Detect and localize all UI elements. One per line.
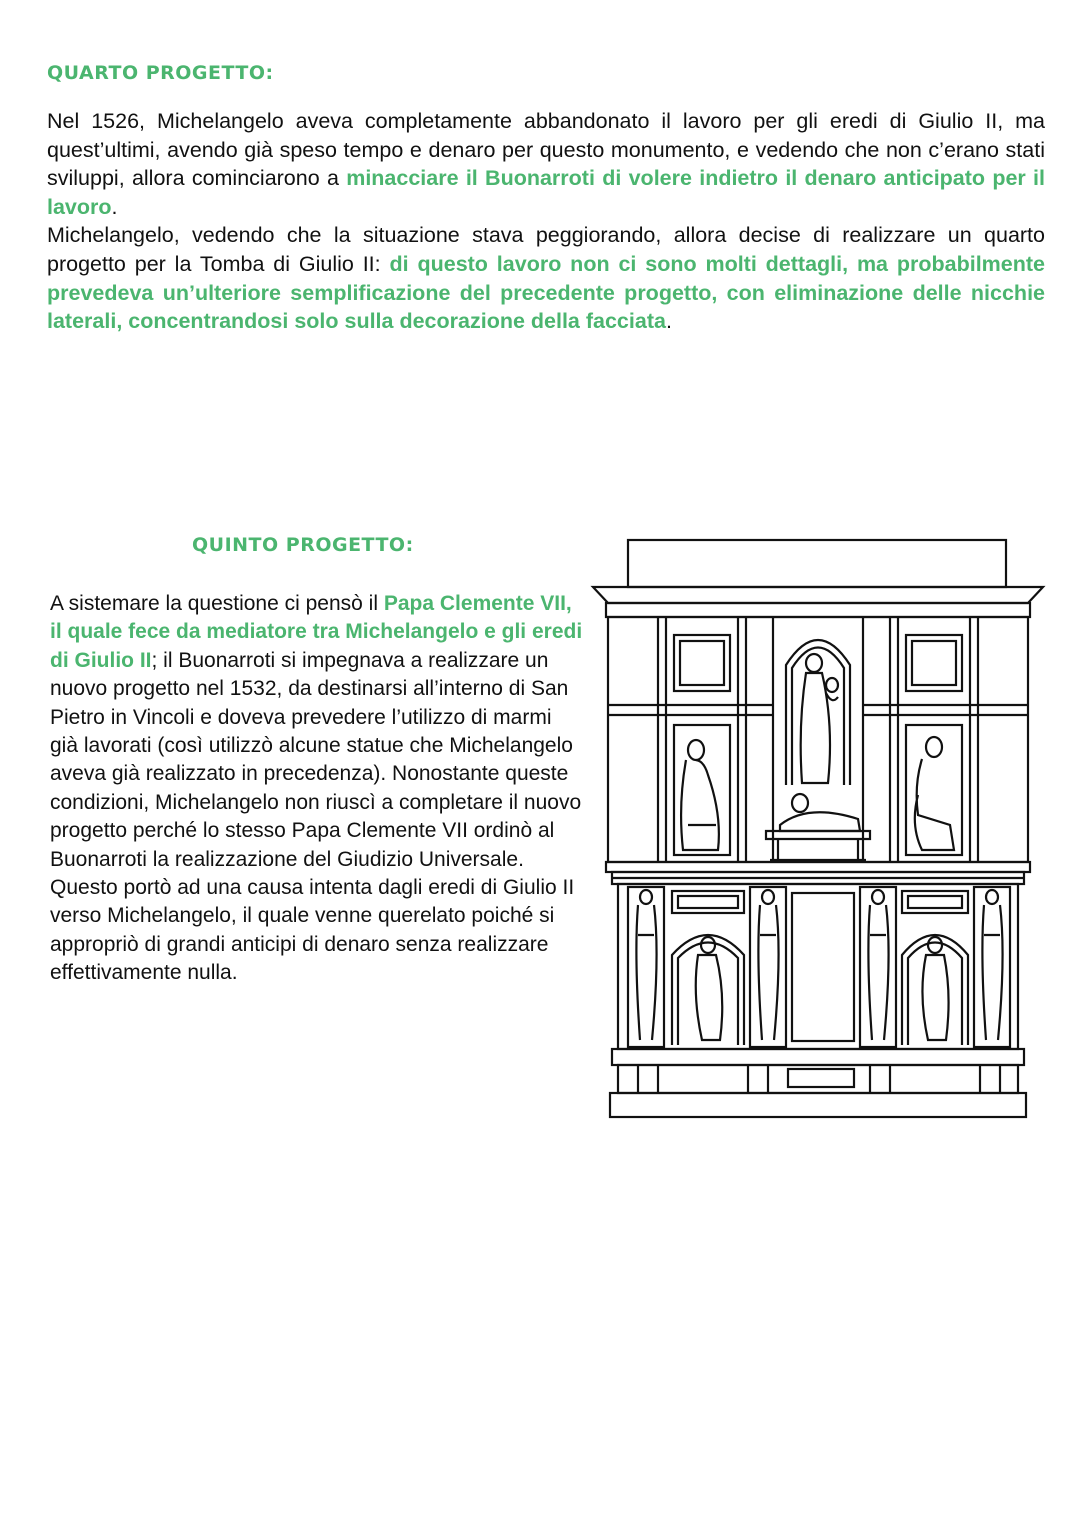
section5-text: A sistemare la questione ci pensò il xyxy=(50,592,384,615)
lower-niche-left xyxy=(672,935,744,1045)
cornice-band xyxy=(606,603,1030,617)
section4-text: . xyxy=(665,309,672,334)
section5-title: QUINTO PROGETTO: xyxy=(192,534,414,556)
central-panel xyxy=(792,893,854,1041)
section4-title: QUARTO PROGETTO: xyxy=(47,62,274,84)
upper-order xyxy=(608,617,1028,862)
section4-highlight: di questo lavoro non ci sono molti dettagli, ma probabilmente prevedeva un’ulteriore semplificazione del precedente progetto, con eliminazione delle nicchie laterali, concentrandosi solo sulla decorazione della facciata xyxy=(47,251,1046,334)
upper-panel-left xyxy=(674,635,730,691)
herm-3 xyxy=(860,887,896,1047)
section5-highlight: Papa Clemente VII, il quale fece da mediatore tra Michelangelo e gli eredi di Giulio II xyxy=(50,592,583,672)
herm-4 xyxy=(974,887,1010,1047)
section4-text: . xyxy=(111,194,118,219)
attic-block xyxy=(628,540,1006,587)
lower-niche-right xyxy=(902,935,968,1045)
top-cornice xyxy=(593,587,1043,603)
section4-highlight: minacciare il Buonarroti di volere indietro il denaro anticipato per il lavoro xyxy=(47,166,1046,219)
middle-entablature xyxy=(606,862,1030,872)
madonna-statue xyxy=(806,654,822,672)
section4-text: Nel 1526, Michelangelo aveva completamente abbandonato il lavoro per gli eredi di Giulio II, ma quest’ultimi, avendo già speso tempo e denaro per questo monumento, e vedendo che non c’erano stati sviluppi, allora cominciarono a xyxy=(47,109,1045,191)
section4-body xyxy=(47,107,1045,336)
upper-panel-right xyxy=(906,635,962,691)
herm-1 xyxy=(628,887,664,1047)
tomb-illustration xyxy=(588,535,1048,1125)
section5-body xyxy=(50,590,585,988)
section4-text: Michelangelo, vedendo che la situazione stava peggiorando, allora decise di realizzare un quarto progetto per la Tomba di Giulio II: xyxy=(47,223,1045,276)
herm-2 xyxy=(750,887,786,1047)
side-niche-right xyxy=(906,725,962,855)
base-plinth xyxy=(612,1049,1024,1065)
section5-text: Questo portò ad una causa intenta dagli eredi di Giulio II verso Michelangelo, il quale venne querelato poiché si appropriò di grandi anticipi di denaro senza realizzare effettivamente nulla. xyxy=(50,876,575,985)
base-step xyxy=(610,1093,1026,1117)
section5-text: ; il Buonarroti si impegnava a realizzare un nuovo progetto nel 1532, da destinarsi all’interno di San Pietro in Vincoli e doveva prevedere l’utilizzo di marmi già lavorati (così utilizzò alcune statue che Michelangelo aveva già realizzato in precedenza). Nonostante queste condizioni, Michelangelo non riuscì a completare il nuovo progetto perché lo stesso Papa Clemente VII ordinò al Buonarroti la realizzazione del Giudizio Universale. xyxy=(50,648,582,871)
sarcophagus xyxy=(766,831,870,839)
